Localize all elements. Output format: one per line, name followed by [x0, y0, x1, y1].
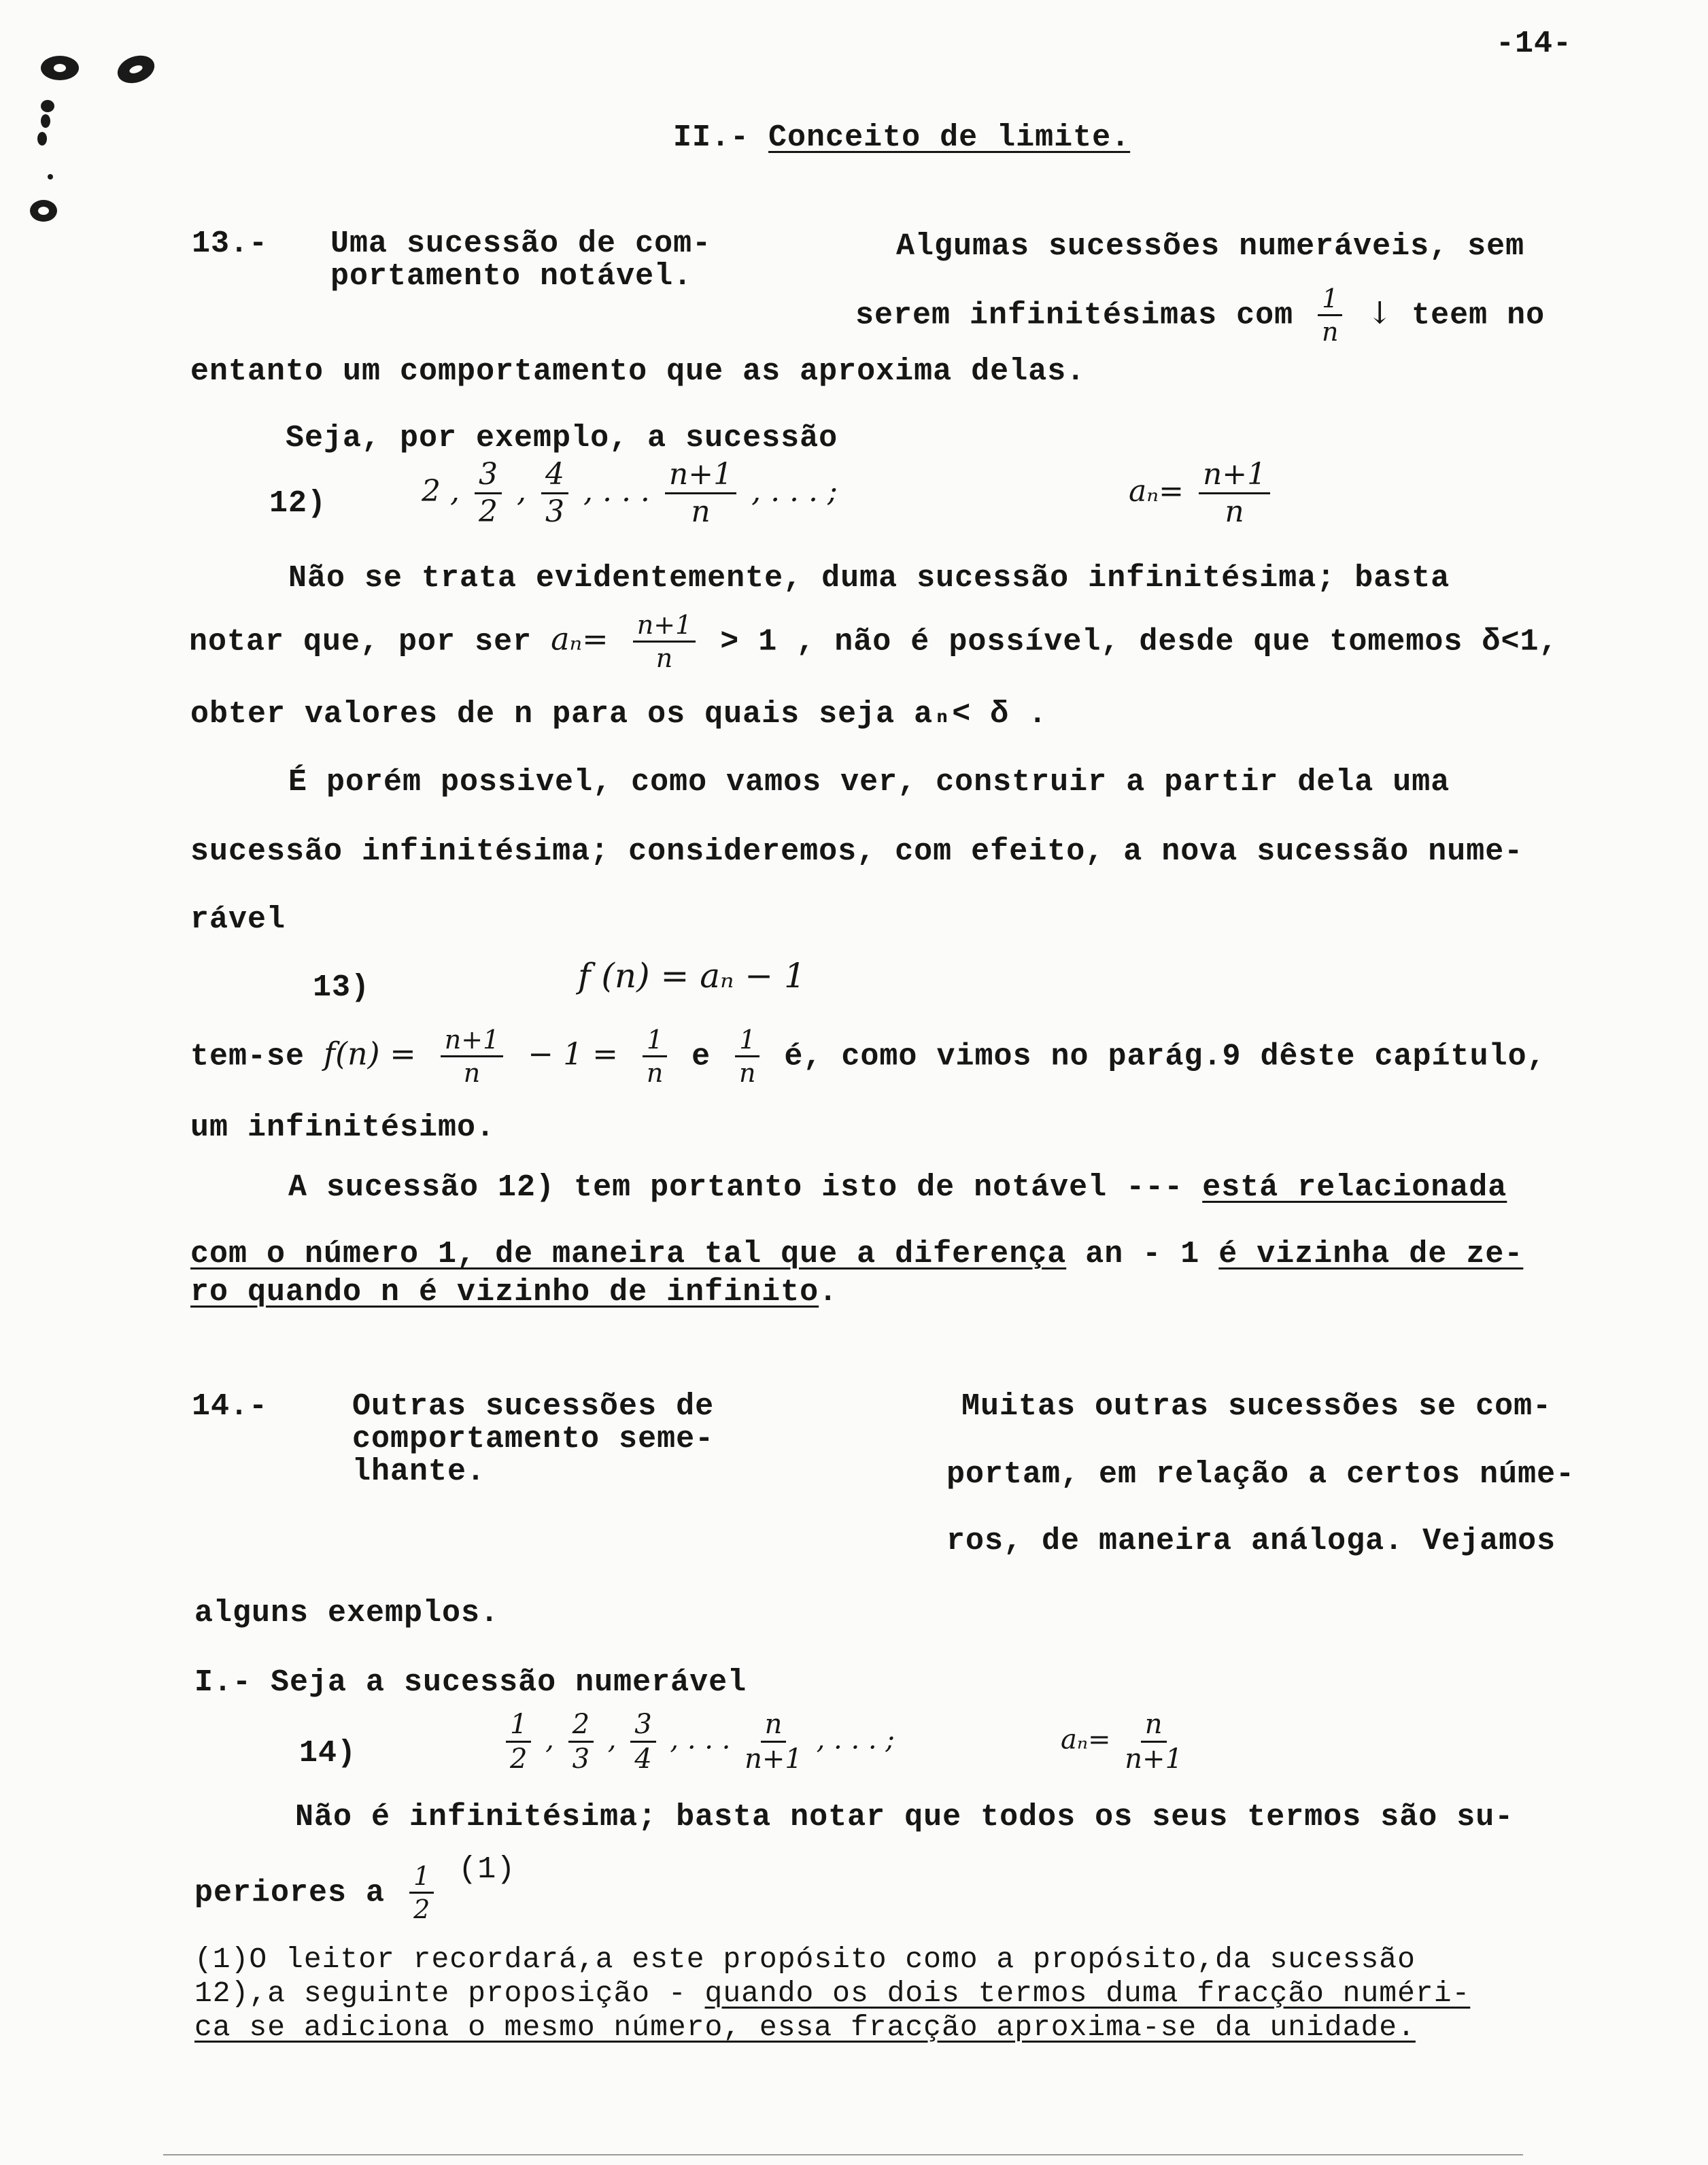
equation-12-label: 12) [269, 486, 327, 521]
term-2: 2 [422, 474, 441, 509]
section-13-side-title-line-2: portamento notável. [330, 259, 693, 294]
fraction-denominator: n [1321, 317, 1339, 347]
text: é, como vimos no parág.9 dêste capítulo, [784, 1039, 1546, 1074]
section-13-intro-line-1: Algumas sucessões numeráveis, sem [896, 229, 1525, 264]
paragraph-seja: Seja, por exemplo, a sucessão [286, 421, 838, 456]
minus-one-equals: − 1 = [528, 1036, 618, 1072]
paragraph-2-line-2: sucessão infinitésima; consideremos, com efeito, a nova sucessão nume- [190, 834, 1524, 869]
num: 1 [643, 1027, 667, 1057]
section-14-intro-line-2: portam, em relação a certos núme- [946, 1457, 1575, 1492]
num: 3 [630, 1711, 655, 1743]
term-4-over-3 [541, 457, 568, 529]
equation-14-general-term [1061, 1711, 1188, 1773]
section-13-intro-line-2 [855, 286, 1545, 345]
num: n+1 [1199, 460, 1270, 494]
paragraph-3-line-2: um infinitésimo. [190, 1110, 496, 1145]
fraction-one-half [409, 1863, 434, 1922]
example-1-heading: I.- Seja a sucessão numerável [194, 1665, 747, 1700]
section-13-continuation: entanto um comportamento que as aproxima delas. [190, 354, 1086, 389]
den: 3 [545, 494, 564, 529]
num: n [761, 1711, 787, 1743]
den: n+1 [1125, 1743, 1183, 1775]
ink-marks-decoration [27, 41, 177, 238]
underlined-text: ca se adiciona o mesmo número, essa fracção aproxima-se da unidade. [194, 2011, 1416, 2044]
den: n [646, 1058, 664, 1088]
paragraph-4-line-3 [190, 1277, 838, 1308]
paragraph-4-line-1 [288, 1172, 1507, 1203]
den: n [691, 494, 711, 529]
text: A sucessão 12) tem portanto isto de notável --- [288, 1170, 1184, 1205]
fraction-n1-over-n [441, 1027, 504, 1086]
term-general [745, 1711, 802, 1773]
text: an - 1 [1085, 1237, 1200, 1272]
underlined-text: ro quando n é vizinho de infinito [190, 1275, 819, 1310]
equation-13-label: 13) [313, 970, 371, 1005]
paragraph-1-line-2 [189, 612, 1558, 671]
text: tem-se [190, 1039, 305, 1074]
equation-14-series [500, 1711, 895, 1773]
den: 2 [510, 1743, 528, 1775]
section-13-side-title-line-1: Uma sucessão de com- [330, 226, 712, 261]
general-fraction [1125, 1711, 1182, 1773]
num: n [1141, 1711, 1167, 1743]
paragraph-3-line-1 [190, 1027, 1546, 1086]
section-14-intro-line-3: ros, de maneira análoga. Vejamos [946, 1524, 1556, 1558]
num: 3 [475, 460, 502, 494]
underlined-text: é vizinha de ze- [1218, 1237, 1524, 1272]
comma: , [607, 1724, 617, 1756]
ellipsis: , . . . [751, 474, 819, 509]
footnote-reference: (1) [458, 1852, 516, 1888]
general-fraction [1199, 457, 1270, 529]
underlined-text: está relacionada [1202, 1170, 1507, 1205]
intro-text-b: teem no [1412, 298, 1545, 333]
section-14-side-title-line-1: Outras sucessões de [352, 1389, 715, 1424]
text: > 1 , não é possível, desde que tomemos δ<1, [720, 624, 1558, 660]
num: n+1 [665, 460, 736, 494]
paragraph-5-line-2 [194, 1852, 516, 1924]
ellipsis: , . . . [583, 474, 650, 509]
bottom-rule [163, 2154, 1523, 2155]
section-14-number: 14.- [192, 1389, 269, 1424]
comma: , [517, 474, 526, 509]
num: n+1 [633, 612, 696, 643]
num: 1 [506, 1711, 531, 1743]
den: 2 [413, 1894, 430, 1924]
num: 1 [735, 1027, 759, 1057]
equation-14-label: 14) [299, 1736, 357, 1771]
fraction-n1-over-n [633, 612, 696, 671]
a-n-symbol: aₙ= [551, 620, 609, 658]
section-14-intro-line-1: Muitas outras sucessões se com- [961, 1389, 1552, 1424]
equation-12-general-term [1129, 457, 1276, 529]
footnote-line-3 [194, 2013, 1416, 2042]
underlined-text: com o número 1, de maneira tal que a diferença [190, 1237, 1067, 1272]
fraction-numerator: 1 [1318, 286, 1342, 316]
ellipsis: , . . . [816, 1724, 877, 1756]
den: n [463, 1058, 481, 1088]
paragraph-4-line-2 [190, 1237, 1524, 1272]
section-13-number: 13.- [192, 226, 269, 261]
equation-12-series [422, 457, 838, 529]
semicolon: ; [827, 474, 838, 509]
term-2-over-3 [568, 1711, 594, 1773]
paragraph-2-line-1: É porém possivel, como vamos ver, construir a partir dela uma [288, 765, 1450, 800]
term-3-over-4 [630, 1711, 655, 1773]
num: 1 [409, 1863, 434, 1894]
den: 3 [572, 1743, 590, 1775]
comma: , [545, 1724, 554, 1756]
footnote-line-1: (1)O leitor recordará,a este propósito como a propósito,da sucessão [194, 1943, 1416, 1976]
semicolon: ; [885, 1724, 895, 1756]
text-e: e [691, 1039, 711, 1074]
paragraph-2-line-3: rável [190, 902, 286, 937]
page-number: -14- [1496, 27, 1573, 61]
den: 4 [634, 1743, 652, 1775]
chapter-number: II.- [673, 120, 750, 155]
num: 4 [541, 460, 568, 494]
text: 12),a seguinte proposição - [194, 1977, 687, 2010]
fraction-one-over-n [1318, 286, 1342, 345]
f-n-equals: f(n) = [324, 1035, 416, 1072]
intro-text-a: serem infinitésimas com [855, 298, 1294, 333]
chapter-title [673, 122, 1130, 153]
section-14-side-title-line-3: lhante. [352, 1454, 486, 1489]
text: notar que, por ser [189, 624, 532, 660]
footnote-line-2 [194, 1979, 1470, 2008]
fraction-one-over-n [735, 1027, 759, 1086]
term-general [665, 457, 736, 529]
num: n+1 [441, 1027, 504, 1057]
den: 2 [479, 494, 498, 529]
ellipsis: , . . . [670, 1724, 731, 1756]
equation-13-expression: f (n) = aₙ − 1 [578, 956, 806, 995]
a-n-equals: aₙ= [1061, 1724, 1111, 1756]
paragraph-1-line-1: Não se trata evidentemente, duma sucessão infinitésima; basta [288, 561, 1450, 596]
text: periores a [194, 1875, 386, 1911]
a-n-equals: aₙ= [1129, 474, 1184, 509]
section-14-side-title-line-2: comportamento seme- [352, 1422, 715, 1456]
underlined-text: quando os dois termos duma fracção numéri- [704, 1977, 1471, 2010]
comma: , [450, 474, 460, 509]
term-1-over-2 [506, 1711, 531, 1773]
down-arrow-symbol: ↓ [1367, 294, 1393, 331]
term-3-over-2 [475, 457, 502, 529]
den: n+1 [745, 1743, 802, 1775]
fraction-one-over-n [643, 1027, 667, 1086]
paragraph-1-line-3: obter valores de n para os quais seja aₙ< δ . [190, 697, 1048, 732]
chapter-label: Conceito de limite. [768, 120, 1131, 155]
den: n [1225, 494, 1244, 529]
den: n [655, 643, 673, 673]
section-14-continuation: alguns exemplos. [194, 1596, 500, 1631]
den: n [739, 1058, 756, 1088]
period: . [819, 1275, 838, 1310]
paragraph-5-line-1: Não é infinitésima; basta notar que todos os seus termos são su- [295, 1800, 1514, 1835]
num: 2 [568, 1711, 594, 1743]
